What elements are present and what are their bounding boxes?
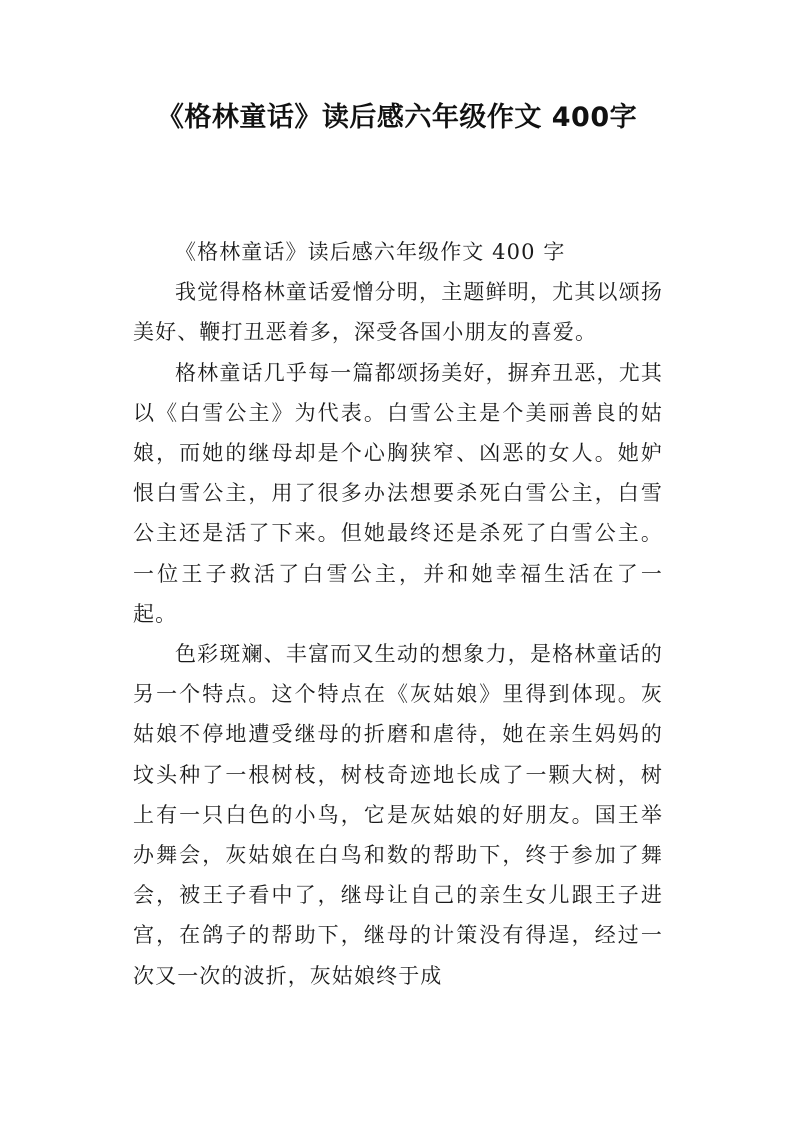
paragraph-intro: 我觉得格林童话爱憎分明，主题鲜明，尤其以颂扬美好、鞭打丑恶着多，深受各国小朋友的喜爱。 bbox=[133, 280, 663, 345]
paragraph-subtitle: 《格林童话》读后感六年级作文 400 字 bbox=[175, 240, 566, 264]
paragraph-snow-white: 格林童话几乎每一篇都颂扬美好，摒弃丑恶，尤其以《白雪公主》为代表。白雪公主是个美丽善良的姑娘，而她的继母却是个心胸狭窄、凶恶的女人。她妒恨白雪公主，用了很多办法想要杀死白雪公主，白雪公主还是活了下来。但她最终还是杀死了白雪公主。一位王子救活了白雪公主，并和她幸福生活在了一起。 bbox=[133, 360, 663, 626]
document-body bbox=[133, 232, 663, 996]
document-title: 《格林童话》读后感六年级作文 400字 bbox=[156, 102, 638, 133]
paragraph-cinderella: 色彩斑斓、丰富而又生动的想象力，是格林童话的另一个特点。这个特点在《灰姑娘》里得到体现。灰姑娘不停地遭受继母的折磨和虐待，她在亲生妈妈的坟头种了一根树枝，树枝奇迹地长成了一颗大树，树上有一只白色的小鸟，它是灰姑娘的好朋友。国王举办舞会，灰姑娘在白鸟和数的帮助下，终于参加了舞会，被王子看中了，继母让自己的亲生女儿跟王子进宫，在鸽子的帮助下，继母的计策没有得逞，经过一次又一次的波折，灰姑娘终于成 bbox=[133, 642, 663, 988]
